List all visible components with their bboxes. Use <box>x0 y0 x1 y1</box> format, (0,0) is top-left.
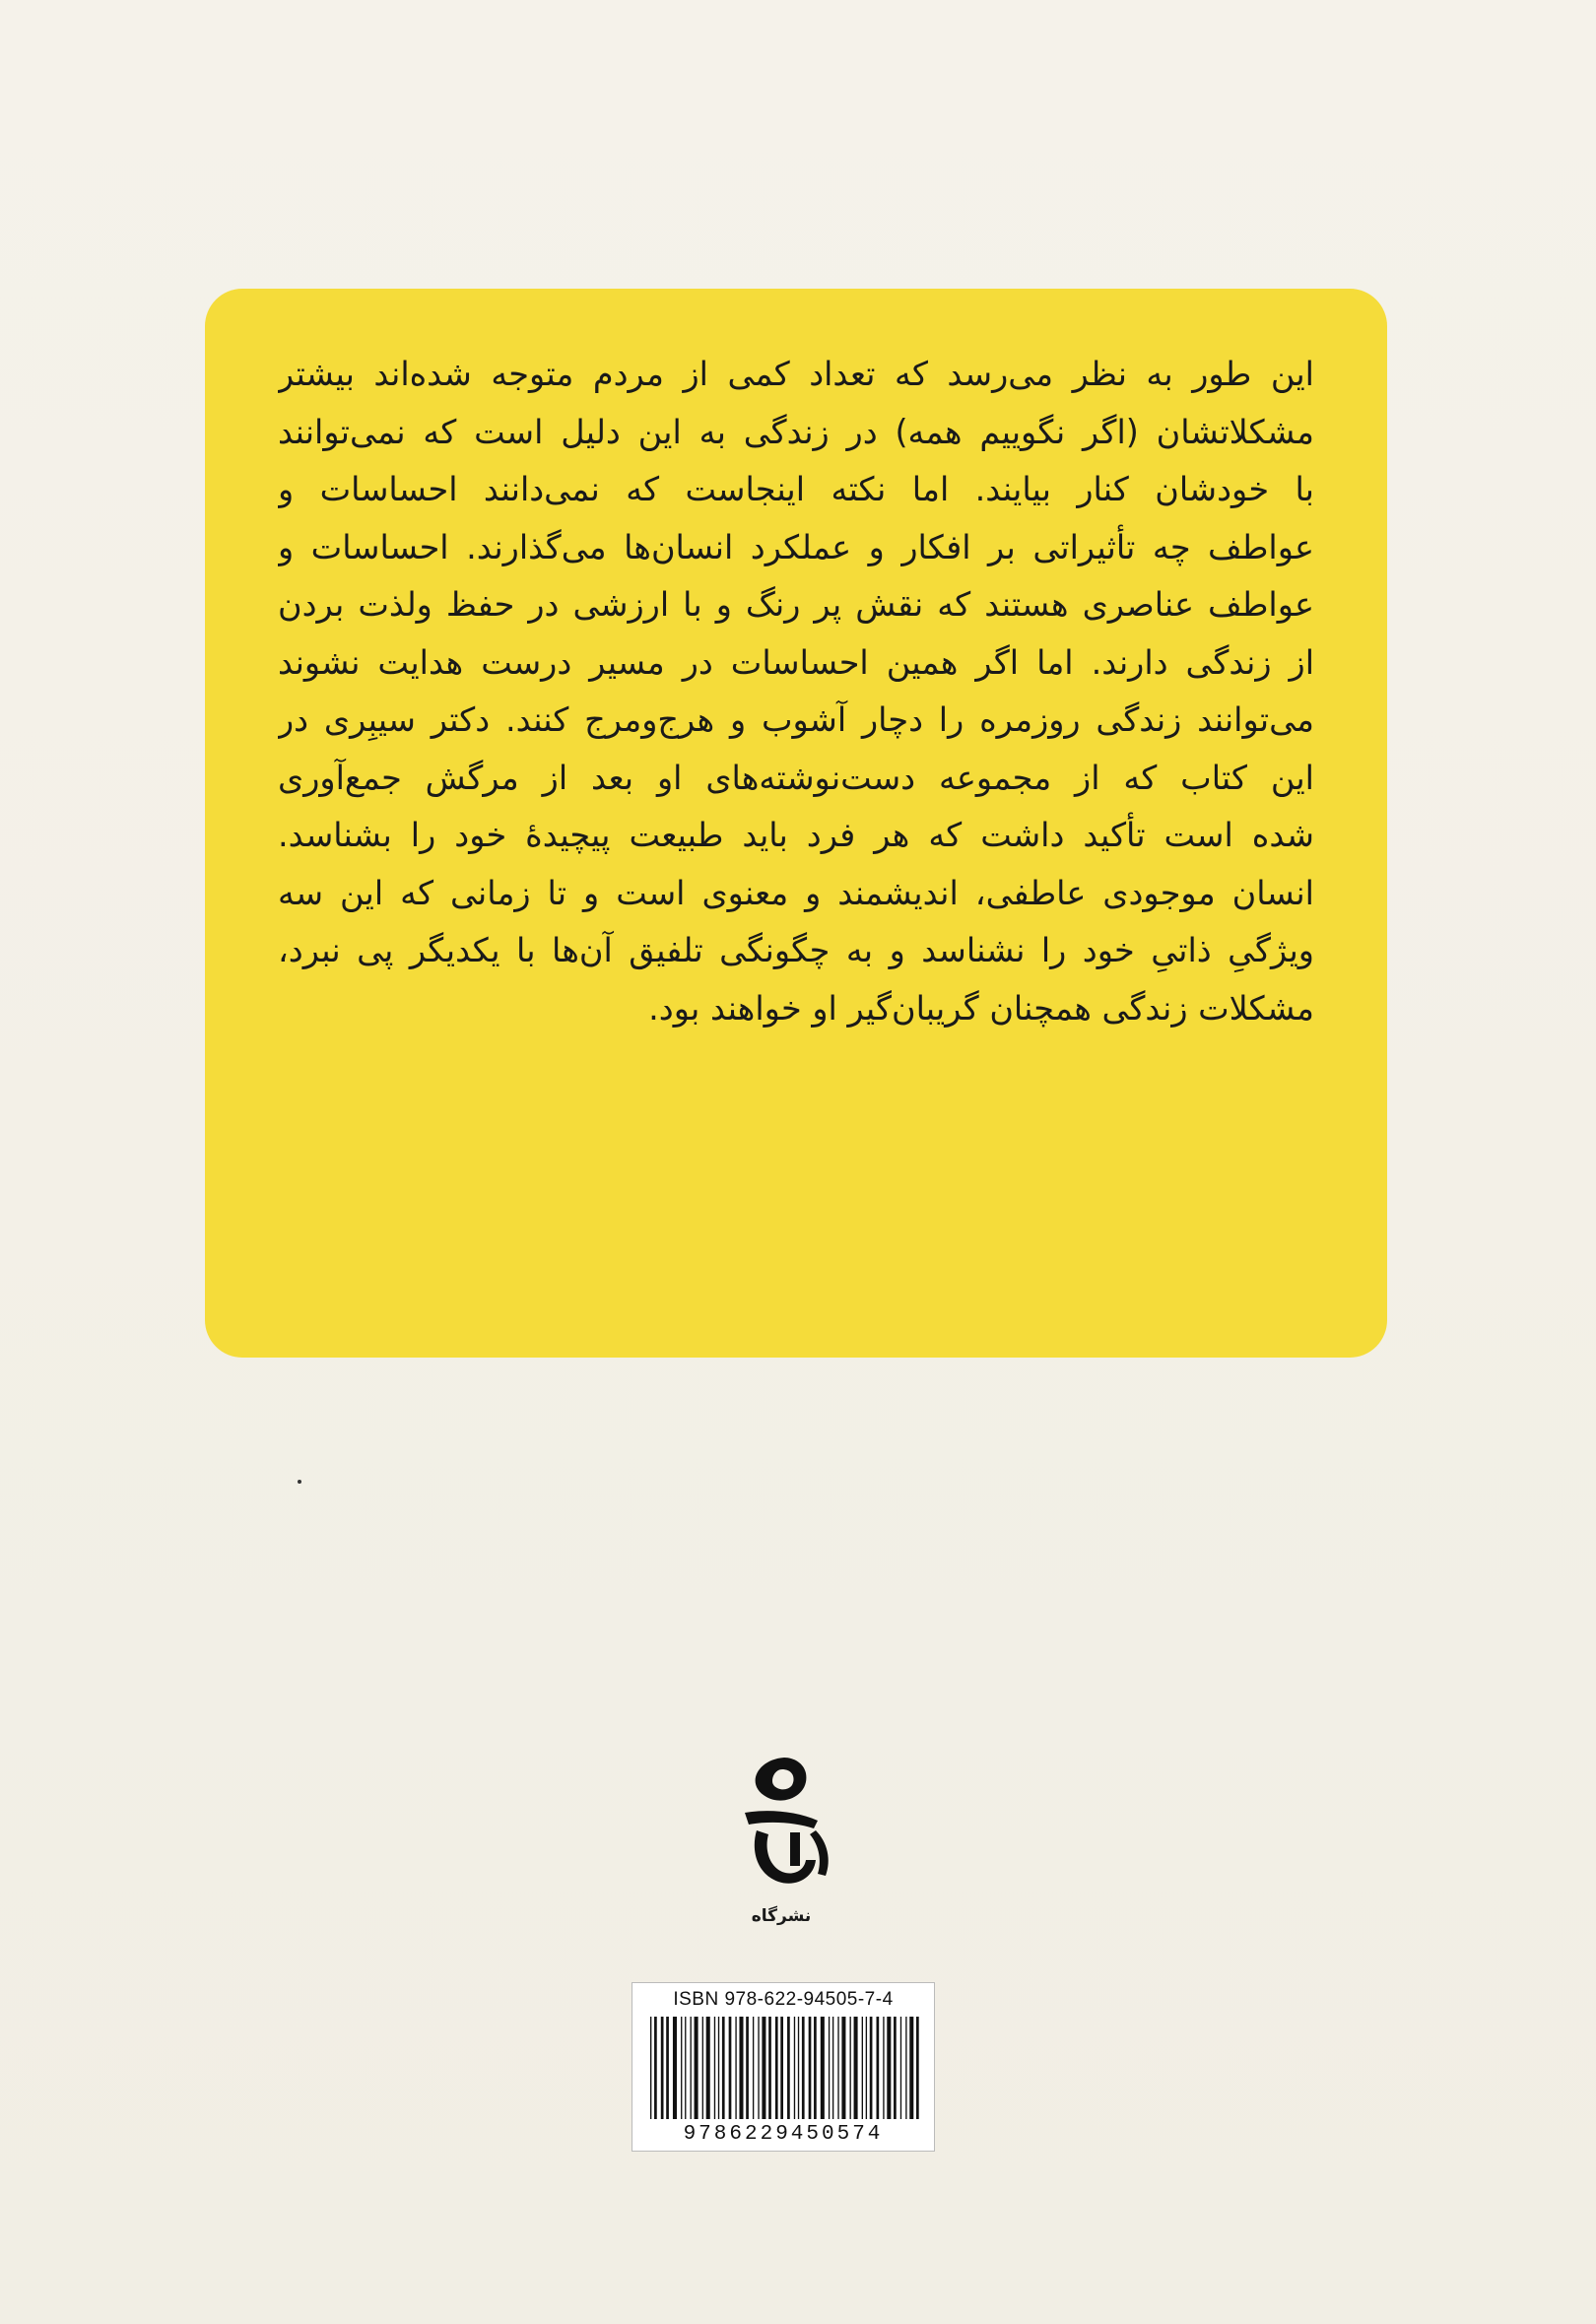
barcode-bar <box>900 2017 901 2119</box>
blurb-line: با خودشان کنار بیایند. اما نکته اینجاست که نمی‌دانند احساسات و <box>278 470 1314 508</box>
barcode-bar <box>691 2017 692 2119</box>
publisher-name: نشرگاه <box>751 1906 812 1926</box>
barcode-bar <box>768 2017 771 2119</box>
barcode-bar <box>887 2017 891 2119</box>
barcode-bar <box>802 2017 805 2119</box>
barcode-bar <box>870 2017 873 2119</box>
barcode-bar <box>735 2017 736 2119</box>
barcode-bar <box>798 2017 799 2119</box>
barcode-bar <box>909 2017 913 2119</box>
barcode-bar <box>650 2017 651 2119</box>
print-speck <box>298 1480 301 1484</box>
barcode-bar <box>762 2017 765 2119</box>
barcode-bar <box>894 2017 897 2119</box>
blurb-line: ویژگیِ ذاتیِ خود را نشناسد و به چگونگی تلفیق آن‌ها با یکدیگر پی نبرد، <box>278 931 1314 969</box>
barcode-bar <box>695 2017 698 2119</box>
blurb-line: انسان موجودی عاطفی، اندیشمند و معنوی است و تا زمانی که این سه <box>278 873 1314 912</box>
blurb-line: عواطف چه تأثیراتی بر افکار و عملکرد انسان‌ها می‌گذارند. احساسات و <box>278 527 1314 566</box>
barcode-bar <box>722 2017 725 2119</box>
blurb-line: می‌توانند زندگی روزمره را دچار آشوب و هرج‌ومرج کنند. دکتر سیبِری در <box>278 700 1314 739</box>
barcode-bar <box>685 2017 686 2119</box>
barcode-bar <box>841 2017 845 2119</box>
barcode-bar <box>661 2017 664 2119</box>
blurb-text <box>278 346 1314 1037</box>
barcode-bar <box>787 2017 790 2119</box>
barcode <box>648 2017 920 2123</box>
isbn-barcode-block <box>632 1982 935 2152</box>
barcode-bar <box>746 2017 749 2119</box>
barcode-bar <box>862 2017 863 2119</box>
barcode-bar <box>666 2017 669 2119</box>
blurb-line: مشکلات زندگی همچنان گریبان‌گیر او خواهند بود. <box>648 988 1314 1028</box>
barcode-bar <box>753 2017 754 2119</box>
barcode-bar <box>829 2017 830 2119</box>
barcode-bar <box>739 2017 743 2119</box>
barcode-bar <box>673 2017 677 2119</box>
barcode-bar <box>681 2017 682 2119</box>
barcode-bar <box>866 2017 867 2119</box>
barcode-bar <box>814 2017 817 2119</box>
barcode-bar <box>654 2017 657 2119</box>
barcode-bar <box>729 2017 732 2119</box>
barcode-bar <box>837 2017 838 2119</box>
barcode-bar <box>854 2017 858 2119</box>
barcode-bar <box>780 2017 783 2119</box>
publisher-logo-icon <box>727 1752 835 1904</box>
blurb-line: از زندگی دارند. اما اگر همین احساسات در مسیر درست هدایت نشوند <box>278 642 1314 682</box>
barcode-bar <box>706 2017 710 2119</box>
barcode-bar <box>775 2017 778 2119</box>
isbn-digits: 9786229450574 <box>683 2123 884 2146</box>
barcode-bar <box>758 2017 759 2119</box>
barcode-bar <box>718 2017 719 2119</box>
barcode-bar <box>821 2017 825 2119</box>
blurb-line: مشکلاتشان (اگر نگوییم همه) در زندگی به این دلیل است که نمی‌توانند <box>278 412 1314 451</box>
barcode-bar <box>877 2017 880 2119</box>
blurb-line: شده است تأکید داشت که هر فرد باید طبیعت پیچیدهٔ خود را بشناسد. <box>278 816 1314 854</box>
barcode-bar <box>702 2017 703 2119</box>
blurb-line: این کتاب که از مجموعه دست‌نوشته‌های او بعد از مرگش جمع‌آوری <box>278 758 1314 797</box>
blurb-line: عواطف عناصری هستند که نقش پر رنگ و با ارزشی در حفظ ولذت بردن <box>278 585 1314 624</box>
barcode-bar <box>714 2017 715 2119</box>
isbn-label: ISBN 978-622-94505-7-4 <box>673 1989 894 2010</box>
blurb-line: این طور به نظر می‌رسد که تعداد کمی از مردم متوجه شده‌اند بیشتر <box>278 355 1314 393</box>
barcode-bar <box>916 2017 919 2119</box>
barcode-bar <box>794 2017 795 2119</box>
barcode-bar <box>832 2017 833 2119</box>
blurb-panel <box>205 289 1387 1358</box>
barcode-bar <box>905 2017 906 2119</box>
barcode-bar <box>883 2017 884 2119</box>
barcode-bar <box>809 2017 812 2119</box>
barcode-bar <box>850 2017 851 2119</box>
